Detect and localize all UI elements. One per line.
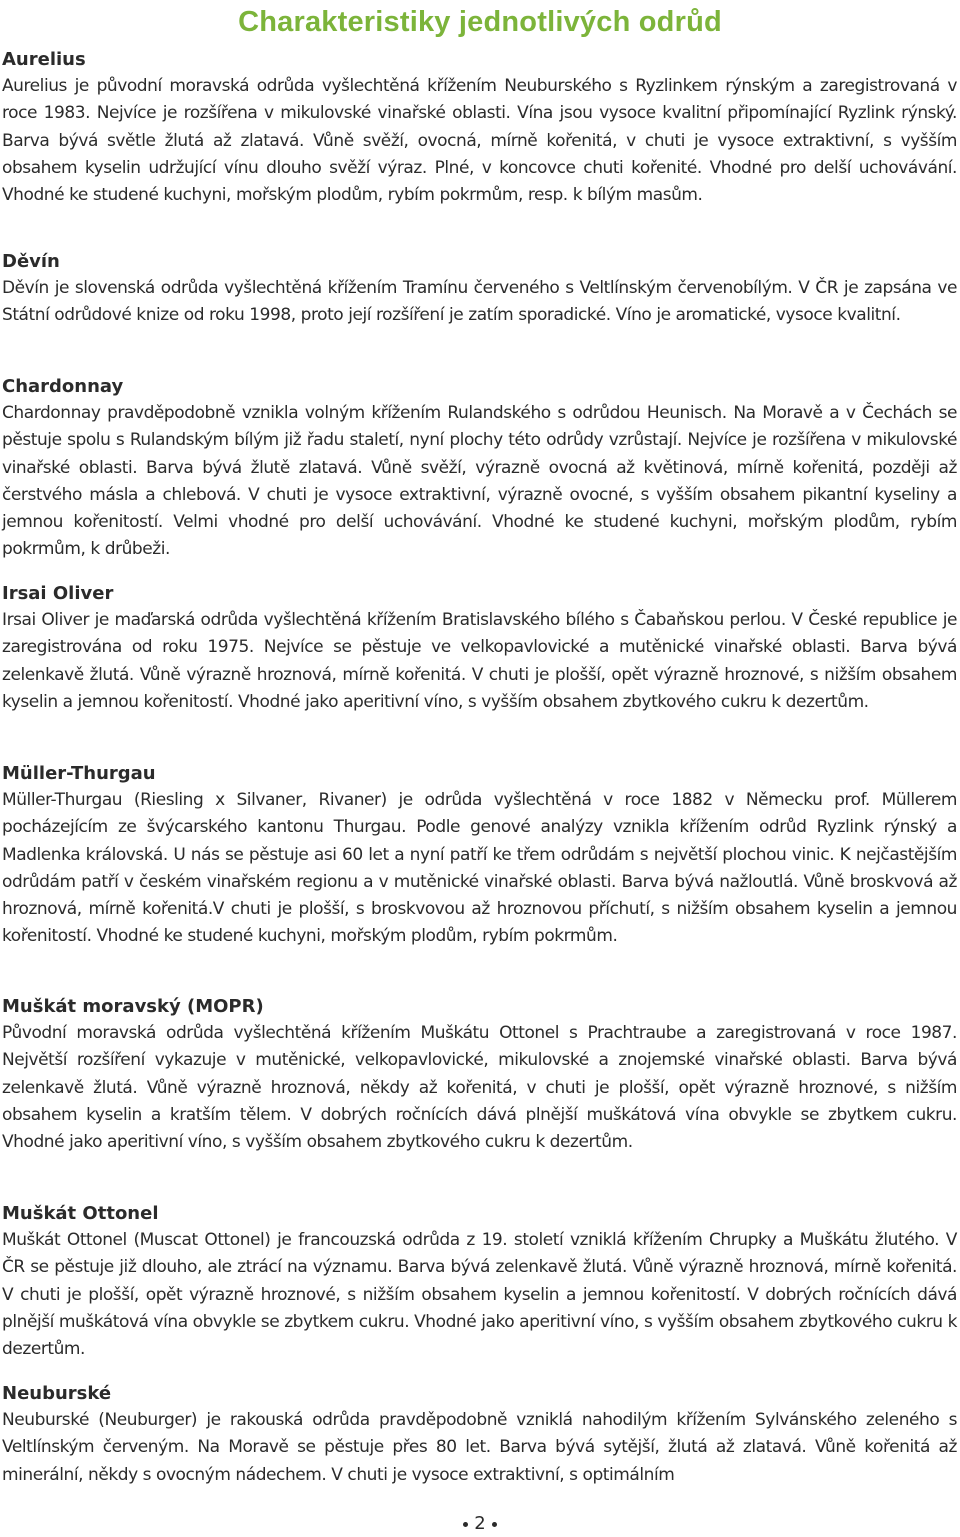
section-heading: Děvín [2, 251, 60, 272]
section-text: Irsai Oliver je maďarská odrůda vyšlechtěná křížením Bratislavského bílého s Čabaňskou perlou. V České republice je zaregistrována od roku 1975. Nejvíce se pěstuje ve velkopavlovické a mutěnické vinařské oblasti. Barva bývá zelenkavě žlutá. Vůně výrazně hroznová, mírně kořenitá. V chuti je plošší, opět výrazně hroznové, s nižším obsahem kyselin a jemnou kořenitostí. Vhodné jako aperitivní víno, s vyšším obsahem zbytkového cukru k dezertům. [2, 610, 957, 712]
bullet-icon [492, 1522, 497, 1527]
section-text: Chardonnay pravděpodobně vznikla volným křížením Rulandského s odrůdou Heunisch. Na Moravě a v Čechách se pěstuje spolu s Rulandským bílým již řadu staletí, nyní plochy této odrůdy vzrůstají. Nejvíce je rozšířena v mikulovské vinařské oblasti. Barva bývá žlutě zlatavá. Vůně svěží, výrazně ovocná až květinová, mírně kořenitá, později až čerstvého másla a chlebová. V chuti je vysoce extraktivní, výrazně ovocné, s vyšším obsahem pikantní kyseliny a jemnou kořenitostí. Velmi vhodné pro delší uchovávání. Vhodné ke studené kuchyni, mořským plodům, rybím pokrmům, k drůbeži. [2, 403, 957, 560]
section-neuburske [2, 1380, 957, 1489]
section-heading: Muškát moravský (MOPR) [2, 996, 264, 1017]
section-muskat-ottonel [2, 1200, 957, 1363]
section-text: Děvín je slovenská odrůda vyšlechtěná křížením Tramínu červeného s Veltlínským červenobílým. V ČR je zapsána ve Státní odrůdové knize od roku 1998, proto její rozšíření je zatím sporadické. Víno je aromatické, vysoce kvalitní. [2, 278, 957, 326]
page-title: Charakteristiky jednotlivých odrůd [238, 6, 722, 38]
page-number: 2 [474, 1513, 486, 1534]
section-heading: Irsai Oliver [2, 583, 114, 604]
section-muskat-moravsky [2, 993, 957, 1156]
page-footer [0, 1513, 960, 1534]
section-heading: Muškát Ottonel [2, 1203, 159, 1224]
section-text: Müller-Thurgau (Riesling x Silvaner, Rivaner) je odrůda vyšlechtěná v roce 1882 v Německu prof. Müllerem pocházejícím ze švýcarského kantonu Thurgau. Podle genové analýzy vznikla křížením odrůd Ryzlink rýnský a Madlenka královská. U nás se pěstuje asi 60 let a nyní patří ke třem odrůdám s největší plochou vinic. K nejčastějším odrůdám patří v českém vinařském regionu a v mutěnické vinařské oblasti. Barva bývá nažloutlá. Vůně broskvová až hroznová, mírně kořenitá.V chuti je plošší, s broskvovou až hroznovou příchutí, s nižším obsahem kyselin a jemnou kořenitostí. Vhodné ke studené kuchyni, mořským plodům, rybím pokrmům. [2, 790, 957, 947]
section-text: Aurelius je původní moravská odrůda vyšlechtěná křížením Neuburského s Ryzlinkem rýnským a zaregistrovaná v roce 1983. Nejvíce je rozšířena v mikulovské vinařské oblasti. Vína jsou vysoce kvalitní připomínající Ryzlink rýnský. Barva bývá světle žlutá až zlatavá. Vůně svěží, ovocná, mírně kořenitá, v chuti je vysoce extraktivní, s vyšším obsahem kyselin udržující vínu dlouho svěží výraz. Plné, v koncovce chuti kořenité. Vhodné pro delší uchovávání. Vhodné ke studené kuchyni, mořským plodům, rybím pokrmům, resp. k bílým masům. [2, 76, 957, 206]
section-irsai-oliver [2, 580, 957, 716]
section-text: Původní moravská odrůda vyšlechtěná křížením Muškátu Ottonel s Prachtraube a zaregistrovaná v roce 1987. Největší rozšíření vykazuje v mutěnické, velkopavlovické, mikulovské a znojemské vinařské oblasti. Barva bývá zelenkavě žlutá. Vůně výrazně hroznová, někdy až kořenitá, v chuti je plošší, opět výrazně hroznové, s nižším obsahem kyselin a kratším tělem. V dobrých ročnících dává plnější muškátová vína obvykle se zbytkem cukru. Vhodné jako aperitivní víno, s vyšším obsahem zbytkového cukru k dezertům. [2, 1023, 957, 1153]
section-heading: Müller-Thurgau [2, 763, 156, 784]
section-heading: Aurelius [2, 49, 86, 70]
section-devin [2, 248, 957, 330]
section-heading: Chardonnay [2, 376, 124, 397]
section-text: Neuburské (Neuburger) je rakouská odrůda pravděpodobně vzniklá nahodilým křížením Sylvánského zeleného s Veltlínským červeným. Na Moravě se pěstuje přes 80 let. Barva bývá sytější, žlutá až zlatavá. Vůně kořenitá až minerální, někdy s ovocným nádechem. V chuti je vysoce extraktivní, s optimálním [2, 1410, 957, 1485]
section-text: Muškát Ottonel (Muscat Ottonel) je francouzská odrůda z 19. století vzniklá křížením Chrupky a Muškátu žlutého. V ČR se pěstuje již dlouho, ale ztrácí na významu. Barva bývá zelenkavě žlutá. Vůně výrazně hroznová, mírně kořenitá. V chuti je plošší, opět výrazně hroznové, s nižším obsahem kyselin a jemnou kořenitostí. V dobrých ročnících dává plnější muškátová vína obvykle se zbytkem cukru. Vhodné jako aperitivní víno, s vyšším obsahem zbytkového cukru k dezertům. [2, 1230, 957, 1360]
bullet-icon [463, 1522, 468, 1527]
section-heading: Neuburské [2, 1383, 112, 1404]
section-muller-thurgau [2, 760, 957, 951]
section-chardonnay [2, 373, 957, 564]
section-aurelius [2, 46, 957, 209]
